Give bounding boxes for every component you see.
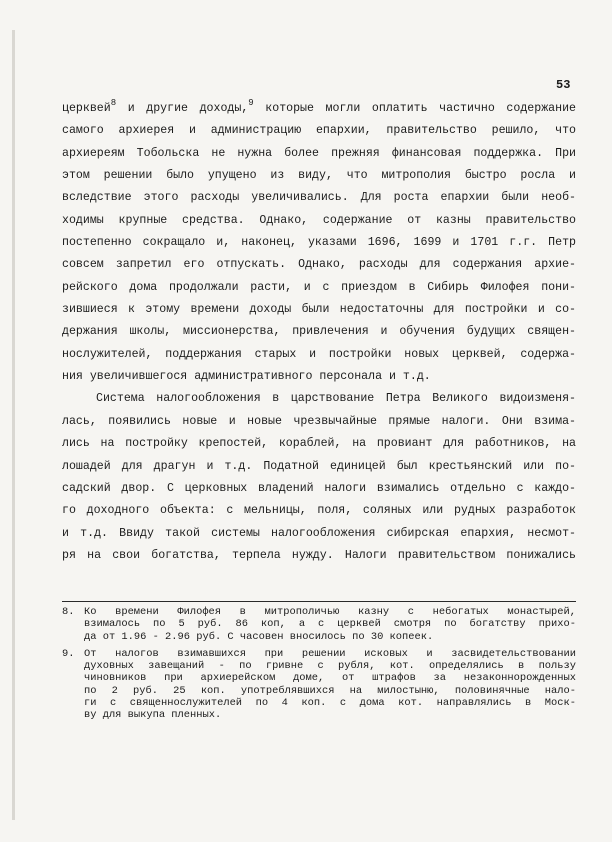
footnote-divider [62,601,576,602]
binding-edge [12,30,15,820]
text-line: лошадей для драгун и т.д. Податной единицей был крестьянский или по- [62,459,576,473]
footnote-line: ву для выкупа пленных. [84,709,222,722]
text-line: рейского дома продолжали расти, и с приездом в Сибирь Филофея пони- [62,280,576,294]
text-line: ря на свои богатства, терпела нужду. Налоги правительством понижались [62,548,576,562]
footnote-9 [62,648,576,722]
footnote-number: 8. [62,606,75,618]
footnote-number: 9. [62,647,75,660]
text-line: ния увеличившегося административного персонала и т.д. [62,370,431,384]
text-line: вследствие этого расходы увеличивались. Для роста епархии были необ- [62,191,576,205]
footnotes [62,606,576,727]
text-line: ходимы крупные средства. Однако, содержание от казны правительство [62,213,576,227]
text-line: Система налогообложения в царствование Петра Великого видоизменя- [96,392,576,406]
text-line: постепенно сокращало и, наконец, указами 1696, 1699 и 1701 г.г. Петр [62,236,576,250]
footnote-line: взималось по 5 руб. 86 коп, а с церквей смотря по богатству прихо- [84,618,576,631]
footnote-line: духовных завещаний - по гривне с рубля, кот. определялись в пользу [84,660,576,673]
text-line: нослужителей, поддержания старых и постройки новых церквей, содержа- [62,347,576,361]
footnote-line: Ко времени Филофея в митрополичью казну с небогатых монастырей, [84,606,576,618]
text-line: и т.д. Ввиду такой системы налогообложения сибирская епархия, несмот- [62,526,576,540]
text-line: держания школы, миссионерства, привлечения и обучения будущих священ- [62,325,576,339]
text-line: го доходного объекта: с мельницы, поля, соляных или рудных разработок [62,504,576,518]
text-line: самого архиерея и администрацию епархии, правительство решило, что [62,124,576,138]
page-number: 53 [556,78,571,92]
footnote-line: да от 1.96 - 2.96 руб. С часовен вносилось по 30 копеек. [84,630,434,643]
text-line: лись на постройку крепостей, кораблей, на провиант для работников, на [62,437,576,451]
text-line: лась, появились новые и новые чрезвычайные прямые налоги. Они взима- [62,414,576,428]
text-line: этом решении было упущено из виду, что митрополия быстро росла и [62,169,576,183]
text-line: садский двор. С церковных владений налоги взимались отдельно с каждо- [62,481,576,495]
text-line: архиереям Тобольска не нужна более прежняя финансовая поддержка. При [62,146,576,160]
footnote-line: От налогов взимавшихся при решении исковых и засвидетельствовании [84,647,576,660]
footnote-line: по 2 руб. 25 коп. употреблявшихся на милостыню, половинячные нало- [84,684,576,697]
footnote-line: чиновников при архиерейском доме, от штрафов за незаконнорожденных [84,672,576,685]
text-line: зившиеся к этому времени доходы были недостаточны для постройки и со- [62,303,576,317]
footnote-ref[interactable]: 9 [248,98,254,108]
footnote-8 [62,606,576,643]
text-line: совсем запретил его отпускать. Однако, расходы для содержания архие- [62,258,576,272]
body-text [62,92,576,567]
footnote-ref[interactable]: 8 [110,98,117,108]
footnote-line: ги с священнослужителей по 4 коп. с дома кот. направлялись в Моск- [84,697,576,710]
text-line: церквей$^8$ и другие доходы,$^9$ которые могли оплатить частично содержание [62,98,576,115]
